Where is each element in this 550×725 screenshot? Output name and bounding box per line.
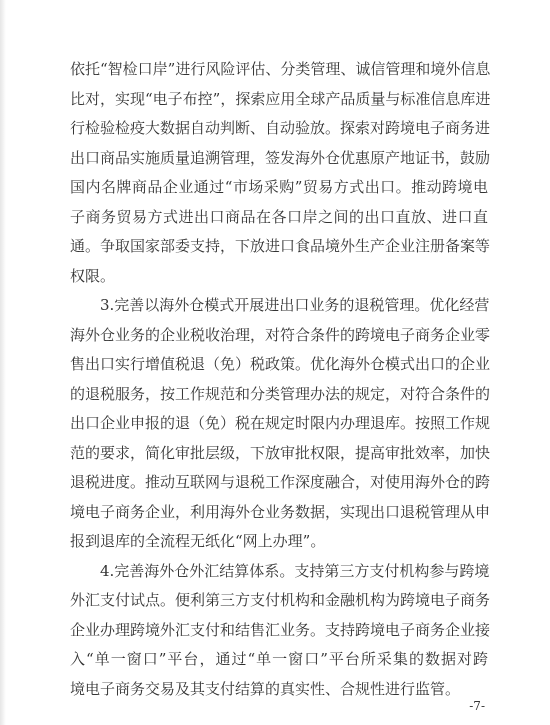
paragraph-line: 退税进度。推动互联网与退税工作深度融合，对使用海外仓的跨 (70, 473, 491, 491)
paragraph-line: 报到退库的全流程无纸化“网上办理”。 (70, 532, 326, 550)
paragraph-line: 外汇支付试点。便利第三方支付机构和金融机构为跨境电子商务 (70, 591, 491, 609)
paragraph-line: 出口商品实施质量追溯管理，签发海外仓优惠原产地证书，鼓励 (70, 148, 491, 167)
paragraph-2 (70, 291, 491, 557)
paragraph-line: 入“单一窗口”平台，通过“单一窗口”平台所采集的数据对跨 (70, 650, 488, 668)
paragraph-line: 比对，实现“电子布控”，探索应用全球产品质量与标准信息库进 (70, 89, 491, 108)
page-edge-shadow (0, 0, 6, 725)
paragraph-3 (70, 557, 491, 705)
paragraph-1 (70, 55, 491, 291)
paragraph-line: 的退税服务，按工作规范和分类管理办法的规定，对符合条件的 (70, 384, 491, 403)
page-number: -7- (469, 699, 485, 713)
paragraph-line: 通。争取国家部委支持，下放进口食品境外生产企业注册备案等 (70, 237, 491, 255)
paragraph-line: 范的要求，简化审批层级，下放审批权限，提高审批效率，加快 (70, 443, 491, 462)
paragraph-line: 境电子商务交易及其支付结算的真实性、合规性进行监管。 (70, 679, 461, 698)
paragraph-line: 权限。 (70, 266, 116, 285)
paragraph-line: 依托“智检口岸”进行风险评估、分类管理、诚信管理和境外信息 (70, 60, 491, 78)
paragraph-line: 3.完善以海外仓模式开展进出口业务的退税管理。优化经营 (100, 296, 490, 314)
paragraph-line: 售出口实行增值税退（免）税政策。优化海外仓模式出口的企业 (70, 355, 491, 373)
paragraph-line: 国内名牌商品企业通过“市场采购”贸易方式出口。推动跨境电 (70, 178, 488, 196)
paragraph-line: 行检验检疫大数据自动判断、自动验放。探索对跨境电子商务进 (70, 119, 491, 137)
paragraph-line: 境电子商务企业，利用海外仓业务数据，实现出口退税管理从申 (70, 502, 491, 521)
paragraph-line: 企业办理跨境外汇支付和结售汇业务。支持跨境电子商务企业接 (70, 620, 491, 639)
paragraph-line: 出口企业申报的退（免）税在规定时限内办理退库。按照工作规 (70, 414, 491, 432)
paragraph-line: 4.完善海外仓外汇结算体系。支持第三方支付机构参与跨境 (100, 561, 490, 580)
paragraph-line: 海外仓业务的企业税收治理，对符合条件的跨境电子商务企业零 (70, 325, 491, 344)
paragraph-line: 子商务贸易方式进出口商品在各口岸之间的出口直放、进口直 (70, 207, 488, 226)
